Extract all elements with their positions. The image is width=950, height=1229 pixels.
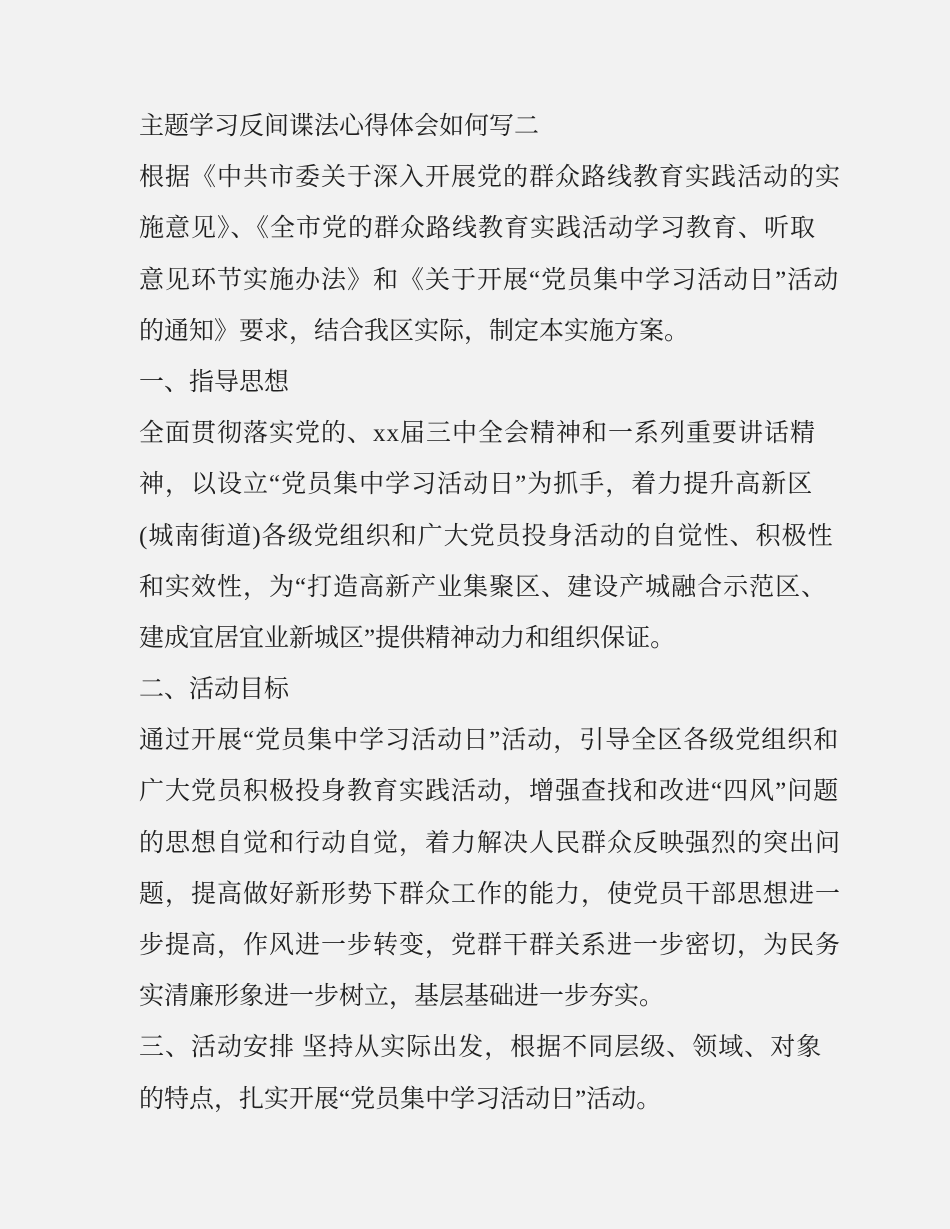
document-title-line: 主题学习反间谍法心得体会如何写二 (139, 113, 540, 140)
text-line: 实清廉形象进一步树立，基层基础进一步夯实。 (139, 983, 665, 1011)
text-line: 神，以设立“党员集中学习活动日”为抓手，着力提升高新区 (139, 471, 814, 499)
text-line: 根据《中共市委关于深入开展党的群众路线教育实践活动的实 (139, 164, 842, 192)
text-line: 广大党员积极投身教育实践活动，增强查找和改进“四风”问题 (139, 778, 840, 806)
text-line: 通过开展“党员集中学习活动日”活动，引导全区各级党组织和 (139, 727, 840, 755)
text-line: 二、活动目标 (139, 676, 290, 704)
text-line: 的特点，扎实开展“党员集中学习活动日”活动。 (139, 1085, 662, 1113)
text-line: (城南街道)各级党组织和广大党员投身活动的自觉性、积极性 (139, 522, 834, 550)
text-line: 题，提高做好新形势下群众工作的能力，使党员干部思想进一 (139, 880, 842, 908)
document-body (139, 101, 842, 1125)
text-line: 步提高，作风进一步转变，党群干群关系进一步密切，为民务 (139, 932, 842, 959)
text-line: 建成宜居宜业新城区”提供精神动力和组织保证。 (139, 624, 676, 652)
text-line: 的思想自觉和行动自觉，着力解决人民群众反映强烈的突出问 (139, 829, 842, 857)
text-line: 意见环节实施办法》和《关于开展“党员集中学习活动日”活动 (139, 266, 840, 294)
text-line: 一、指导思想 (139, 368, 290, 396)
text-line: 和实效性，为“打造高新产业集聚区、建设产城融合示范区、 (139, 573, 828, 601)
text-line: 的通知》要求，结合我区实际，制定本实施方案。 (139, 317, 690, 345)
text-line: 施意见》、《全市党的群众路线教育实践活动学习教育、听取 (139, 215, 817, 243)
text-line: 全面贯彻落实党的、xx届三中全会精神和一系列重要讲话精 (139, 420, 817, 448)
text-line: 三、活动安排 坚持从实际出发，根据不同层级、领域、对象 (139, 1034, 823, 1062)
